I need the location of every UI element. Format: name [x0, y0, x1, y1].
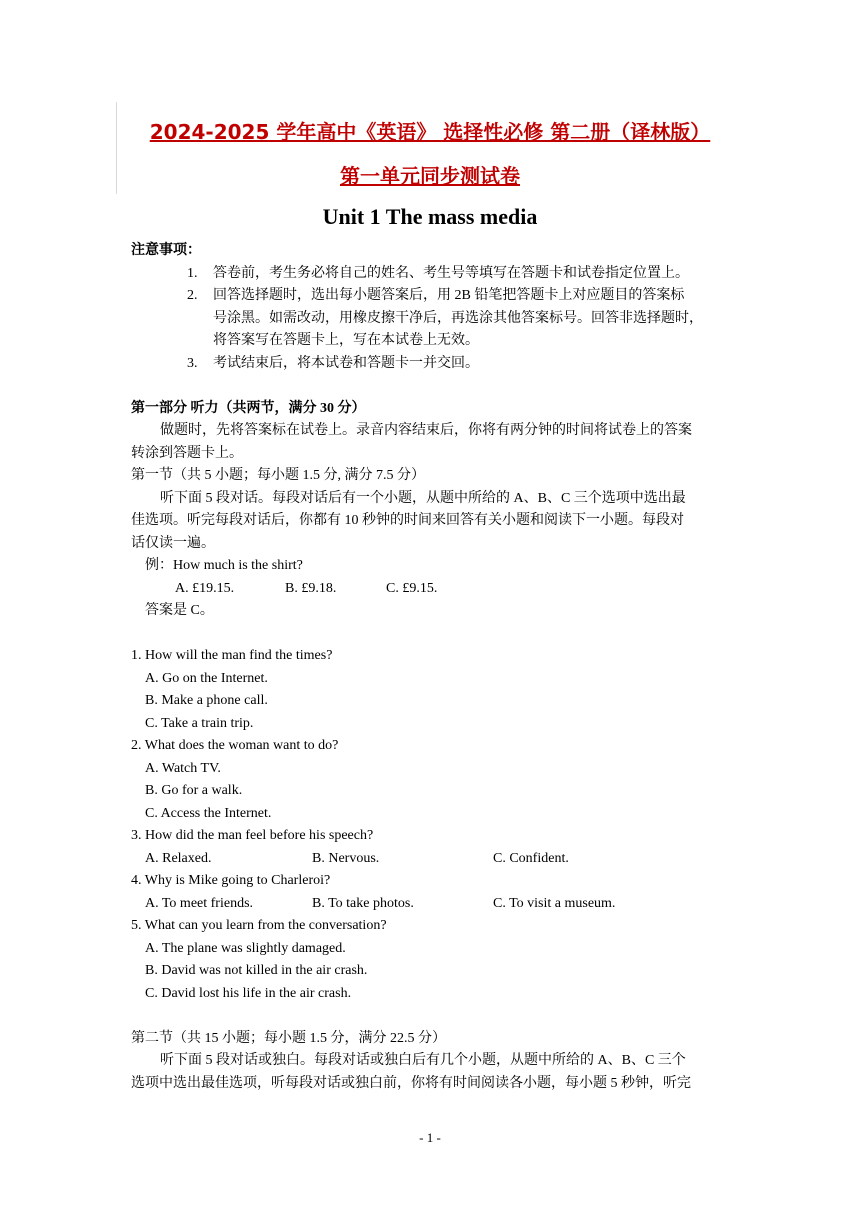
question-option: A. Watch TV.	[145, 760, 221, 776]
notes-item-text: 答卷前，考生务必将自己的姓名、考生号等填写在答题卡和试卷指定位置上。	[213, 265, 689, 281]
question-text: 3. How did the man feel before his speech?	[131, 828, 374, 843]
question-4	[131, 870, 731, 915]
question-option: C. Access the Internet.	[145, 805, 272, 821]
notes-item-number: 2.	[187, 288, 198, 303]
question-text: 4. Why is Mike going to Charleroi?	[131, 873, 331, 888]
question-option: C. Confident.	[493, 850, 569, 866]
notes-heading: 注意事项：	[131, 243, 201, 258]
section2-intro: 听下面 5 段对话或独白。每段对话或独白后有几个小题，从题中所给的 A、B、C 三个	[160, 1053, 686, 1068]
question-text: 2. What does the woman want to do?	[131, 738, 339, 753]
notes-item-number: 3.	[187, 355, 198, 371]
question-option: B. To take photos.	[312, 895, 414, 911]
section1-intro: 佳选项。听完每段对话后，你都有 10 秒钟的时间来回答有关小题和阅读下一小题。每段对	[131, 513, 684, 528]
question-2	[131, 735, 731, 825]
section1-intro: 话仅读一遍。	[131, 535, 215, 551]
question-option: B. Nervous.	[312, 850, 380, 866]
section2-intro: 选项中选出最佳选项，听每段对话或独白前，你将有时间阅读各小题，每小题 5 秒钟，听完	[131, 1075, 691, 1091]
notes-item-text: 考试结束后，将本试卷和答题卡一并交回。	[213, 355, 479, 371]
example-question: 例：How much is the shirt?	[145, 558, 303, 573]
example-answer: 答案是 C。	[145, 603, 214, 618]
notes-item-1	[131, 263, 731, 286]
section2-heading: 第二节（共 15 小题；每小题 1.5 分，满分 22.5 分）	[131, 1030, 446, 1046]
question-option: A. Relaxed.	[145, 850, 212, 866]
example-options	[131, 578, 731, 601]
question-options-row	[131, 893, 731, 916]
section1-intro: 听下面 5 段对话。每段对话后有一个小题，从题中所给的 A、B、C 三个选项中选出最	[160, 490, 686, 506]
question-option: C. To visit a museum.	[493, 895, 616, 911]
question-option: A. The plane was slightly damaged.	[145, 940, 346, 956]
document-body	[131, 240, 731, 1095]
part1-heading: 第一部分 听力（共两节，满分 30 分）	[131, 400, 366, 416]
question-options-row	[131, 848, 731, 871]
question-5	[131, 915, 731, 1005]
notes-item-number: 1.	[187, 265, 198, 281]
part1-intro: 做题时，先将答案标在试卷上。录音内容结束后，你将有两分钟的时间将试卷上的答案	[160, 423, 692, 438]
question-option: A. Go on the Internet.	[145, 670, 268, 686]
question-option: B. Go for a walk.	[145, 783, 243, 798]
title-line-2: 第一单元同步测试卷	[340, 164, 520, 188]
part1-intro: 转涂到答题卡上。	[131, 445, 243, 461]
section1-heading: 第一节（共 5 小题；每小题 1.5 分, 满分 7.5 分）	[131, 468, 425, 483]
example-option: C. £9.15.	[386, 580, 438, 596]
notes-item-text: 回答选择题时，选出每小题答案后，用 2B 铅笔把答题卡上对应题目的答案标	[213, 288, 685, 303]
question-option: C. David lost his life in the air crash.	[145, 985, 352, 1001]
unit-subtitle: Unit 1 The mass media	[322, 204, 538, 229]
question-option: B. Make a phone call.	[145, 693, 268, 708]
question-text: 1. How will the man find the times?	[131, 648, 333, 663]
question-option: A. To meet friends.	[145, 895, 254, 911]
notes-item-text: 将答案写在答题卡上，写在本试卷上无效。	[213, 333, 479, 348]
notes-item-2	[131, 285, 731, 353]
page-number: - 1 -	[419, 1130, 441, 1145]
question-3	[131, 825, 731, 870]
notes-item-text: 号涂黑。如需改动，用橡皮擦干净后，再选涂其他答案标号。回答非选择题时，	[213, 310, 703, 326]
notes-item-3	[131, 353, 731, 376]
example-option: A. £19.15.	[175, 580, 235, 596]
question-option: B. David was not killed in the air crash.	[145, 963, 368, 978]
question-option: C. Take a train trip.	[145, 715, 254, 731]
question-text: 5. What can you learn from the conversation?	[131, 918, 387, 933]
title-line-1: 2024-2025 学年高中《英语》 选择性必修 第二册（译林版）	[149, 120, 711, 144]
question-1	[131, 645, 731, 735]
example-option: B. £9.18.	[285, 580, 337, 596]
